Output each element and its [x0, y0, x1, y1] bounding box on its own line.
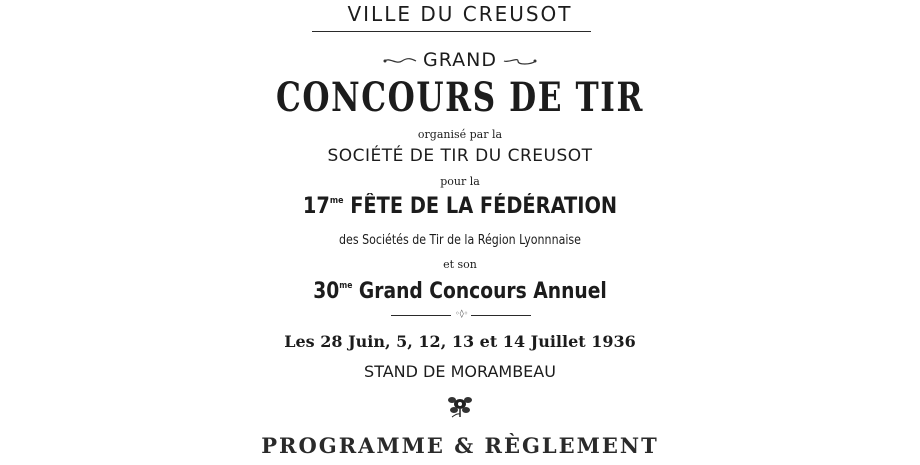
- flourish-left-icon: [382, 55, 418, 69]
- divider-right: [471, 315, 531, 316]
- fete-text: FÊTE DE LA FÉDÉRATION: [343, 194, 618, 219]
- et-son-text: et son: [443, 258, 477, 271]
- header-rule: [312, 31, 591, 32]
- main-title: CONCOURS DE TIR: [276, 74, 644, 121]
- fete-ordinal: me: [329, 196, 344, 206]
- contest-number: 30: [313, 279, 340, 304]
- grand-label: GRAND: [423, 49, 497, 71]
- fete-line: [55, 194, 865, 219]
- programme-title: PROGRAMME & RÈGLEMENT: [261, 433, 659, 458]
- flourish-right-icon: [502, 55, 538, 69]
- grand-row: [0, 49, 920, 73]
- annual-contest-line: [69, 279, 851, 304]
- society-name: SOCIÉTÉ DE TIR DU CREUSOT: [327, 146, 593, 166]
- federation-subtitle: des Sociétés de Tir de la Région Lyonnnaise: [339, 233, 581, 248]
- venue-name: STAND DE MORAMBEAU: [364, 362, 556, 381]
- fete-number: 17: [302, 194, 330, 219]
- pour-text: pour la: [440, 175, 480, 188]
- contest-text: Grand Concours Annuel: [352, 279, 607, 304]
- city-header: VILLE DU CREUSOT: [347, 2, 573, 26]
- floral-ornament-icon: [445, 391, 475, 419]
- event-dates: Les 28 Juin, 5, 12, 13 et 14 Juillet 1936: [284, 332, 636, 351]
- divider-ornament-icon: ◦◊◦: [455, 309, 469, 318]
- organise-text: organisé par la: [417, 128, 503, 141]
- divider-left: [391, 315, 451, 316]
- contest-ordinal: me: [339, 281, 353, 291]
